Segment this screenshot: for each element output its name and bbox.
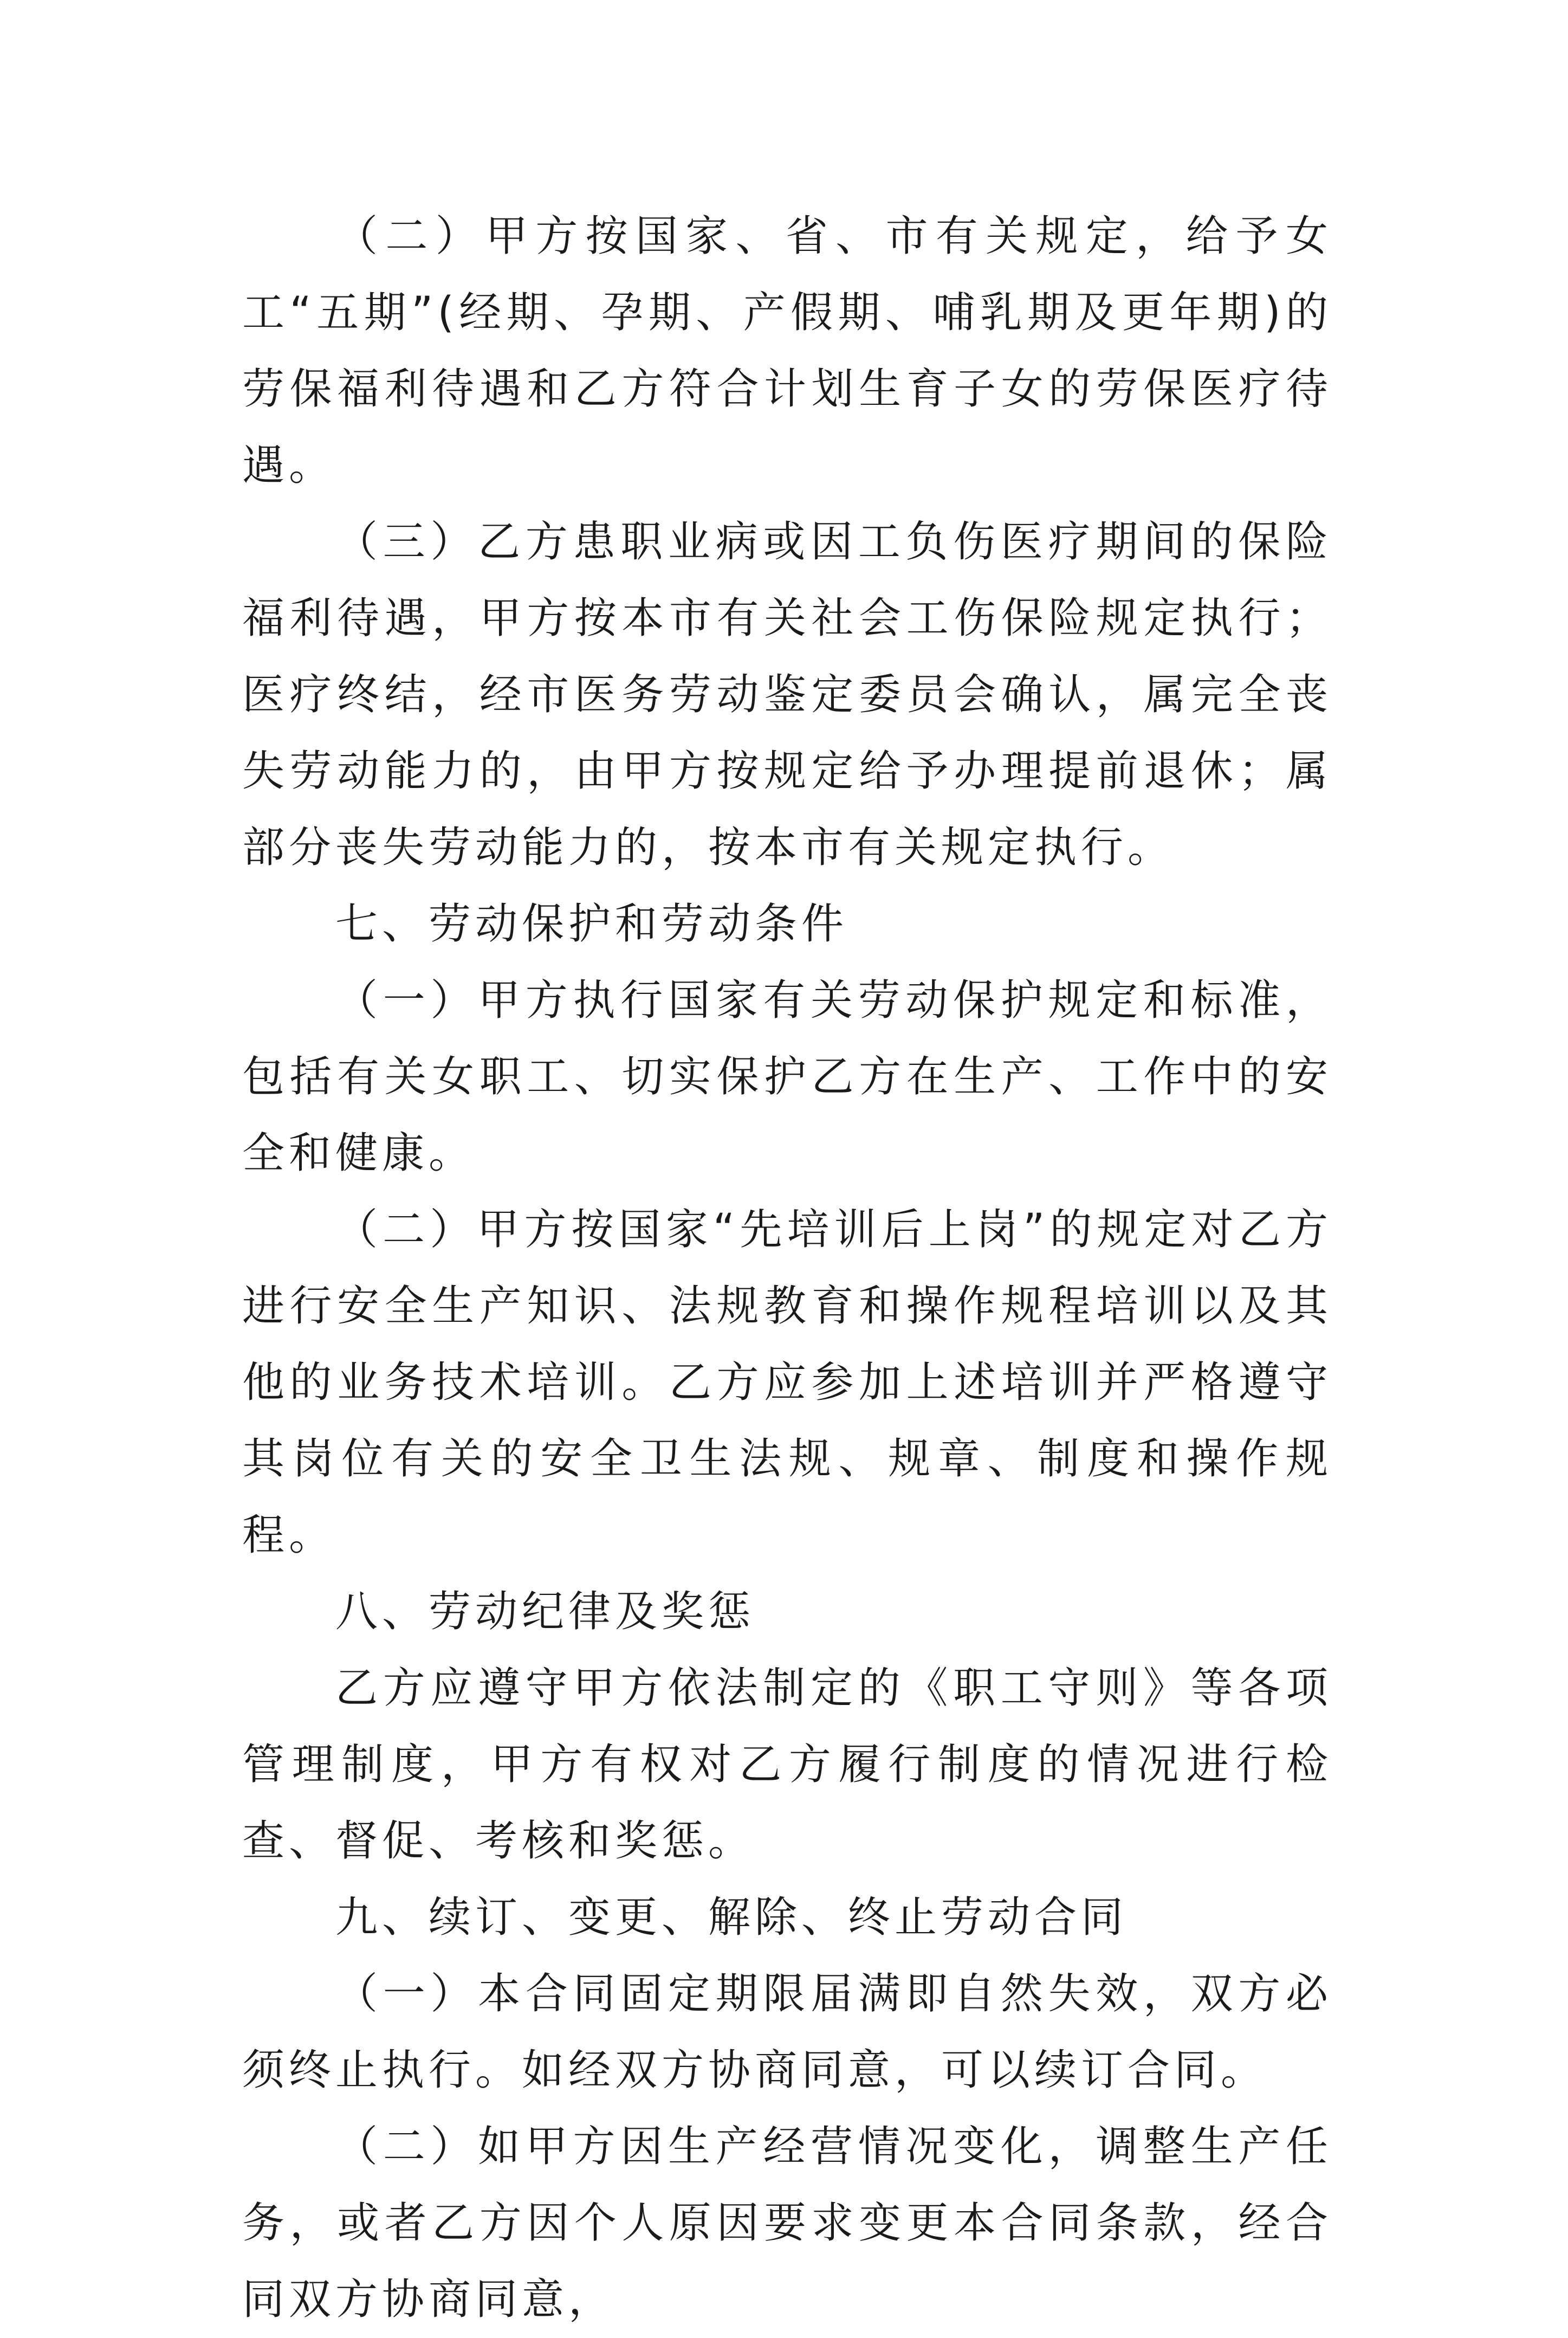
paragraph-training: （二）甲方按国家“先培训后上岗”的规定对乙方进行安全生产知识、法规教育和操作规程培训以及其他的业务技术培训。乙方应参加上述培训并严格遵守其岗位有关的安全卫生法规、规章、制度和操作规程。	[242, 1205, 1332, 1560]
section-heading-discipline: 八、劳动纪律及奖惩	[335, 1587, 755, 1636]
paragraph-contract-expiry: （一）本合同固定期限届满即自然失效，双方必须终止执行。如经双方协商同意，可以续订合同。	[242, 1969, 1332, 2095]
paragraph-safety-standards: （一）甲方执行国家有关劳动保护规定和标准，包括有关女职工、切实保护乙方在生产、工作中的安全和健康。	[242, 976, 1332, 1178]
paragraph-contract-modification: （二）如甲方因生产经营情况变化，调整生产任务，或者乙方因个人原因要求变更本合同条款，经合同双方协商同意，	[242, 2122, 1332, 2324]
document-body	[242, 198, 1332, 2338]
paragraph-women-benefits: （二）甲方按国家、省、市有关规定，给予女工“五期”(经期、孕期、产假期、哺乳期及更年期)的劳保福利待遇和乙方符合计划生育子女的劳保医疗待遇。	[242, 212, 1332, 490]
section-heading-labor-protection: 七、劳动保护和劳动条件	[335, 900, 848, 948]
paragraph-occupational-injury: （三）乙方患职业病或因工负伤医疗期间的保险福利待遇，甲方按本市有关社会工伤保险规定执行；医疗终结，经市医务劳动鉴定委员会确认，属完全丧失劳动能力的，由甲方按规定给予办理提前退休；属部分丧失劳动能力的，按本市有关规定执行。	[242, 518, 1332, 872]
section-heading-contract-changes: 九、续订、变更、解除、终止劳动合同	[335, 1893, 1128, 1942]
paragraph-employee-rules: 乙方应遵守甲方依法制定的《职工守则》等各项管理制度，甲方有权对乙方履行制度的情况进行检查、督促、考核和奖惩。	[242, 1664, 1332, 1865]
